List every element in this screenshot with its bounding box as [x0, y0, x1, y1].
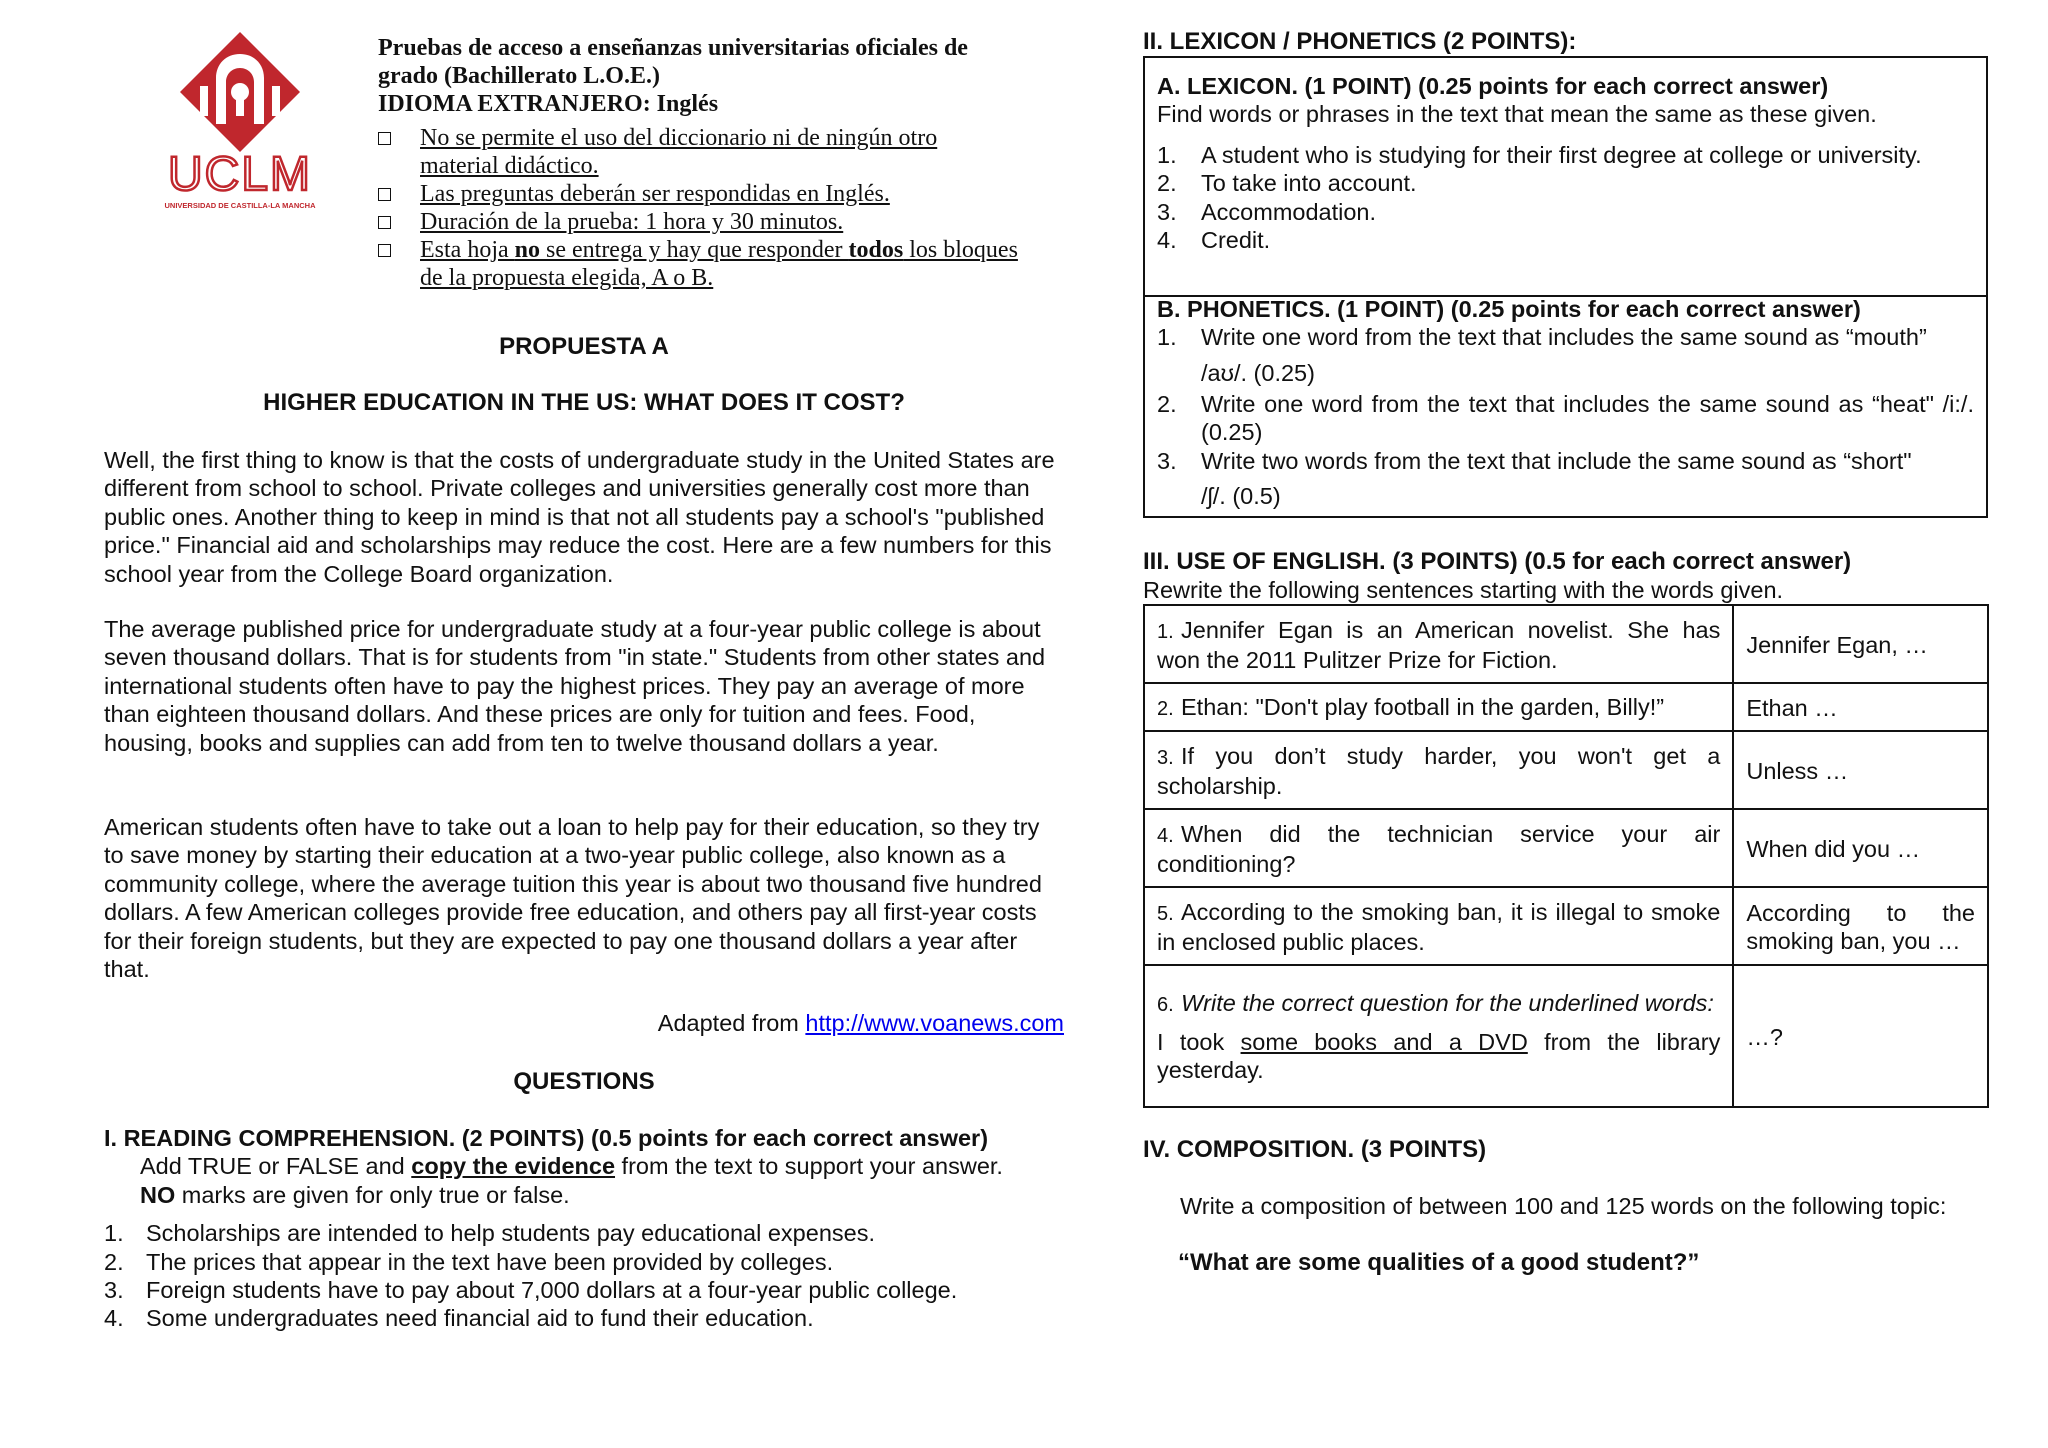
- table-row: [1144, 809, 1988, 887]
- lexicon-phonetics-box: [1143, 56, 1988, 518]
- table-row: [1144, 683, 1988, 731]
- sentence-cell: 1. Jennifer Egan is an American novelist. She has won the 2011 Pulitzer Prize for Fiction.: [1144, 605, 1733, 683]
- table-row: [1144, 731, 1988, 809]
- prompt-cell: Ethan …: [1733, 683, 1988, 731]
- section-instructions-2: NO marks are given for only true or false.: [140, 1181, 570, 1208]
- sentence-cell: 4. When did the technician service your air conditioning?: [1144, 809, 1733, 887]
- prompt-cell: Unless …: [1733, 731, 1988, 809]
- list-item: 2. The prices that appear in the text have been provided by colleges.: [104, 1248, 834, 1275]
- exam-rule: Las preguntas deberán ser respondidas en Inglés.: [378, 180, 1018, 208]
- section-instructions: Add TRUE or FALSE and copy the evidence from the text to support your answer.: [140, 1153, 1003, 1180]
- checkbox-bullet-icon: [378, 216, 391, 229]
- phonetics-title: B. PHONETICS. (1 POINT) (0.25 points for each correct answer): [1157, 296, 1861, 322]
- proposal-title: PROPUESTA A: [499, 333, 669, 360]
- article-title: HIGHER EDUCATION IN THE US: WHAT DOES IT COST?: [263, 389, 905, 416]
- article-paragraph: The average published price for undergraduate study at a four-year public college is about seven thousand dollars. That is for students from "in state." Students from other states and international students often have to pay the highest prices. They pay an average of more than eighteen thousand dollars. And these prices are only for tuition and fees. Food, housing, books and supplies can add from ten to twelve thousand dollars a year.: [104, 616, 1046, 756]
- phonetics-list: [1157, 323, 1974, 513]
- list-item: 4. Credit.: [1157, 227, 1271, 254]
- list-item: 1. Write one word from the text that includes the same sound as “mouth” /aʊ/. (0.25): [1157, 324, 1927, 386]
- prompt-cell: According to the smoking ban, you …: [1733, 887, 1988, 965]
- list-item: 1. A student who is studying for their first degree at college or university.: [1157, 141, 1922, 168]
- reading-questions-list: [104, 1219, 1094, 1333]
- section-instructions: Rewrite the following sentences starting with the words given.: [1143, 577, 1784, 603]
- sentence-cell: 5. According to the smoking ban, it is illegal to smoke in enclosed public places.: [1144, 887, 1733, 965]
- checkbox-bullet-icon: [378, 244, 391, 257]
- reading-comprehension-section: [104, 1124, 1094, 1333]
- checkbox-bullet-icon: [378, 188, 391, 201]
- exam-subject: IDIOMA EXTRANJERO: Inglés: [378, 91, 719, 117]
- questions-heading: QUESTIONS: [513, 1068, 655, 1095]
- list-item: 2. To take into account.: [1157, 170, 1417, 197]
- logo-wordmark: UCLM: [167, 148, 313, 201]
- table-row: [1144, 965, 1988, 1107]
- sentence-cell: 6. Write the correct question for the underlined words: I took some books and a DVD from the library yesterday.: [1144, 965, 1733, 1107]
- uclm-emblem-icon: [140, 28, 340, 213]
- exam-rule: No se permite el uso del diccionario ni de ningún otro material didáctico.: [378, 124, 1018, 180]
- exam-heading: Pruebas de acceso a enseñanzas universitarias oficiales de grado (Bachillerato L.O.E.): [378, 35, 968, 89]
- lexicon-part: [1157, 72, 1974, 254]
- table-row: [1144, 605, 1988, 683]
- section-title: II. LEXICON / PHONETICS (2 POINTS):: [1143, 28, 1577, 55]
- lexicon-list: [1157, 141, 1974, 255]
- list-item: 3. Accommodation.: [1157, 198, 1377, 225]
- checkbox-bullet-icon: [378, 132, 391, 145]
- list-item: 1. Scholarships are intended to help students pay educational expenses.: [104, 1220, 875, 1247]
- composition-topic: “What are some qualities of a good student?”: [1178, 1249, 1700, 1276]
- sentence-cell: 2. Ethan: "Don't play football in the garden, Billy!”: [1144, 683, 1733, 731]
- exam-rule: Esta hoja no se entrega y hay que responder todos los bloques de la propuesta elegida, A o B.: [378, 236, 1018, 292]
- use-of-english-table: [1143, 604, 1989, 1108]
- composition-instructions: Write a composition of between 100 and 125 words on the following topic:: [1180, 1193, 1947, 1219]
- uclm-logo: [140, 28, 340, 213]
- exam-header: [378, 34, 1018, 292]
- section-title: III. USE OF ENGLISH. (3 POINTS) (0.5 for each correct answer): [1143, 548, 1852, 575]
- article-paragraph: American students often have to take out a loan to help pay for their education, so they try to save money by starting their education at a two-year public college, also known as a community college, where the average tuition this year is about two thousand five hundred dollars. A few American colleges provide free education, and others pay all first-year costs for their foreign students, but they are expected to pay one thousand dollars a year after that.: [104, 814, 1042, 983]
- article-source: Adapted from http://www.voanews.com: [657, 1010, 1064, 1036]
- prompt-cell: Jennifer Egan, …: [1733, 605, 1988, 683]
- exam-rule: Duración de la prueba: 1 hora y 30 minutos.: [378, 208, 1018, 236]
- logo-subtitle: UNIVERSIDAD DE CASTILLA-LA MANCHA: [164, 201, 316, 210]
- list-item: 4. Some undergraduates need financial aid to fund their education.: [104, 1305, 814, 1332]
- phonetics-part: [1157, 295, 1974, 513]
- article-paragraph: Well, the first thing to know is that the costs of undergraduate study in the United States are different from school to school. Private colleges and universities generally cost more than public ones. Another thing to keep in mind is that not all students pay a school's "published price." Financial aid and scholarships may reduce the cost. Here are a few numbers for this school year from the College Board organization.: [104, 447, 1055, 587]
- prompt-cell: When did you …: [1733, 809, 1988, 887]
- exam-rules-list: [378, 124, 1018, 292]
- source-link[interactable]: http://www.voanews.com: [805, 1010, 1064, 1036]
- list-item: 3. Foreign students have to pay about 7,000 dollars at a four-year public college.: [104, 1277, 958, 1304]
- lexicon-instructions: Find words or phrases in the text that mean the same as these given.: [1157, 101, 1877, 128]
- section-title: IV. COMPOSITION. (3 POINTS): [1143, 1136, 1487, 1163]
- table-row: [1144, 887, 1988, 965]
- list-item: 2. Write one word from the text that includes the same sound as “heat" /i:/. (0.25): [1157, 390, 1974, 446]
- sentence-cell: 3. If you don’t study harder, you won't get a scholarship.: [1144, 731, 1733, 809]
- section-title: I. READING COMPREHENSION. (2 POINTS) (0.5 points for each correct answer): [104, 1125, 989, 1151]
- prompt-cell: …?: [1733, 965, 1988, 1107]
- list-item: 3. Write two words from the text that include the same sound as “short" /ʃ/. (0.5): [1157, 447, 1912, 510]
- lexicon-title: A. LEXICON. (1 POINT) (0.25 points for each correct answer): [1157, 73, 1829, 99]
